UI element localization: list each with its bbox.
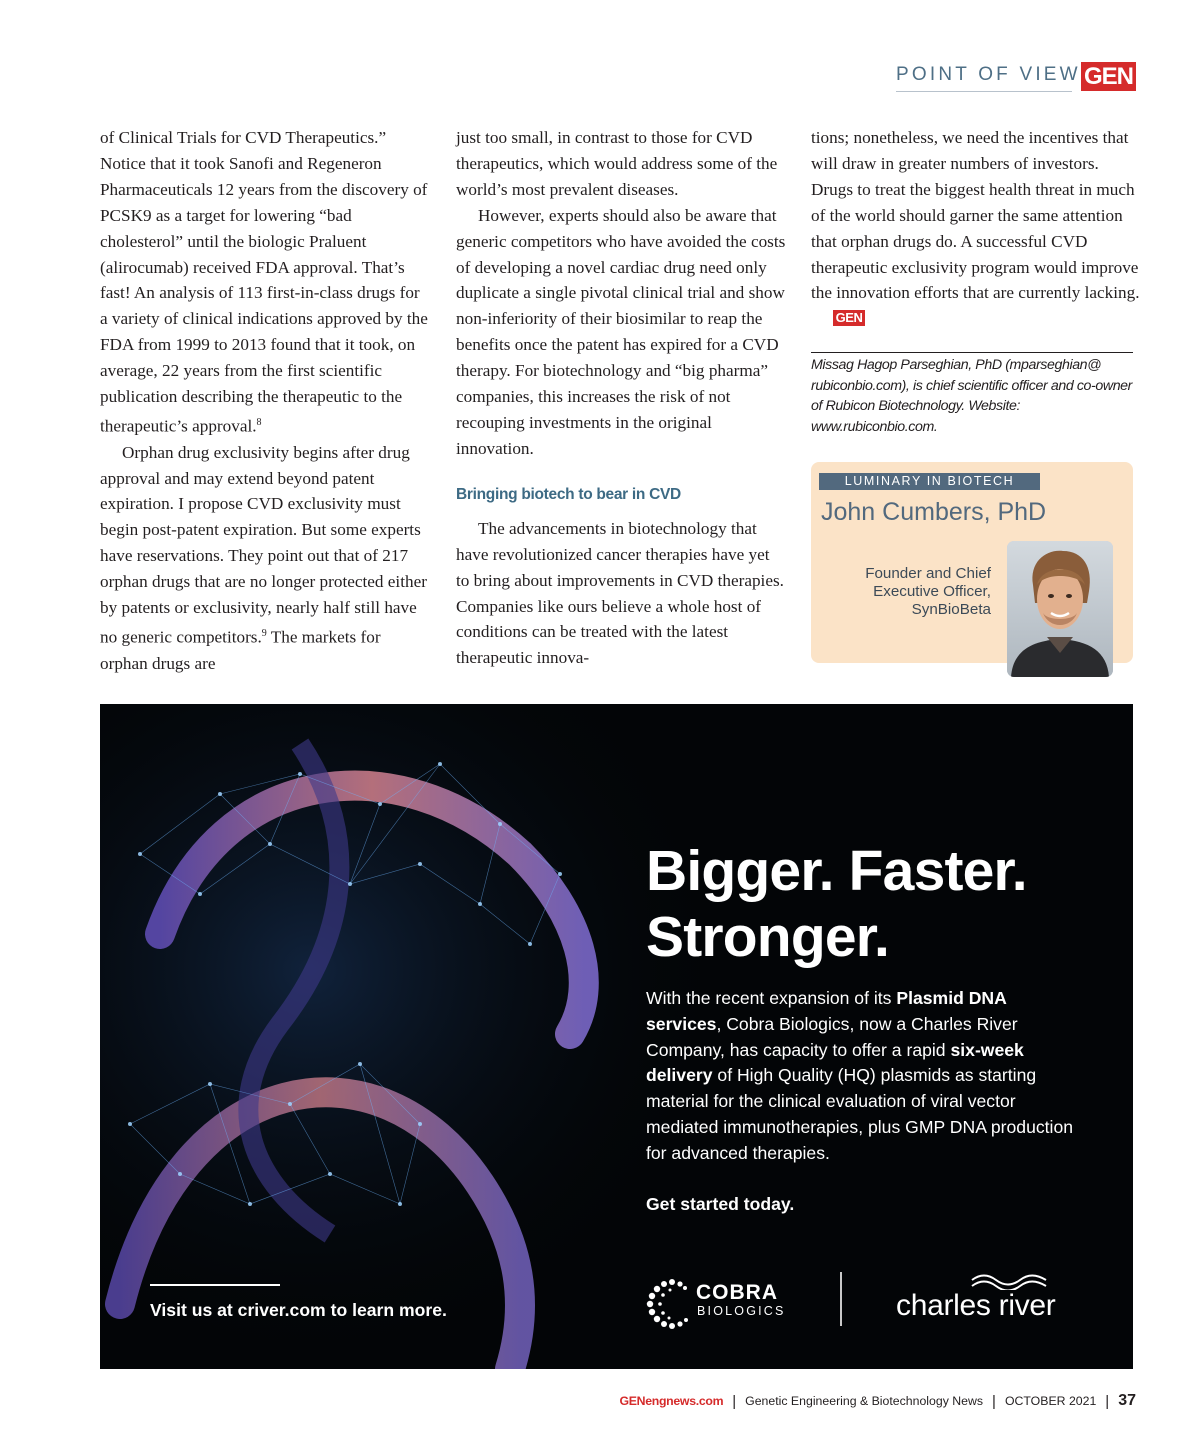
luminary-title: Founder and Chief Executive Officer, SynBioBeta	[865, 565, 991, 618]
footer-separator: |	[992, 1392, 996, 1410]
cobra-wordmark: COBRA	[696, 1281, 778, 1304]
luminary-portrait	[1007, 541, 1113, 677]
ad-visit-link[interactable]: Visit us at criver.com to learn more.	[150, 1300, 447, 1320]
footnote-ref[interactable]: 9	[261, 627, 267, 639]
article-column-2	[456, 125, 786, 671]
advertisement[interactable]	[100, 704, 1133, 1369]
gen-end-mark-icon: GEN	[833, 310, 865, 326]
footer-issue: OCTOBER 2021	[1004, 1394, 1097, 1408]
section-title: POINT OF VIEW	[896, 64, 1081, 85]
divider	[150, 1284, 280, 1286]
ad-body: With the recent expansion of its Plasmid DNA services, Cobra Biologics, now a Charles River Company, has capacity to offer a rapid six-week delivery of High Quality (HQ) plasmids as starting material for the clinical evaluation of viral vector mediated immunotherapies, plus GMP DNA production for advanced therapies.	[646, 988, 1074, 1163]
ad-cta[interactable]: Get started today.	[646, 1194, 795, 1214]
paragraph: The advancements in biotechnology that have revolutionized cancer therapies have yet to bring about improvements in CVD therapies. Companies like ours believe a whole host of conditions can be treated with the latest therapeutic innova-	[456, 518, 784, 668]
luminary-name: John Cumbers, PhD	[821, 498, 1047, 526]
section-header	[896, 62, 1081, 92]
paragraph: of Clinical Trials for CVD Therapeutics.” Notice that it took Sanofi and Regeneron Pharmaceuticals 12 years from the discovery of PCSK9 as a target for lowering “bad cholesterol” until the biologic Praluent (alirocumab) received FDA approval. That’s fast! An analysis of 113 first-in-class drugs for a variety of clinical indications approved by the FDA from 1999 to 2013 found that it took, on average, 22 years from the first scientific publication describing the therapeutic to the therapeutic’s approval.$^8$	[100, 128, 428, 436]
luminary-callout[interactable]	[811, 462, 1133, 663]
paragraph: tions; nonetheless, we need the incentives that will draw in greater numbers of investors. Drugs to treat the biggest health threat in much of the world should garner the same attention that orphan drugs do. A successful CVD therapeutic exclusivity program would improve the innovation efforts that are currently lacking.GEN	[811, 128, 1140, 326]
charles-river-wordmark: charles river	[896, 1289, 1056, 1322]
charles-river-logo	[896, 1272, 1096, 1332]
ad-headline: Bigger. Faster. Stronger.	[646, 839, 1027, 969]
luminary-tag: LUMINARY IN BIOTECH	[819, 473, 1040, 490]
page-footer	[619, 1390, 1136, 1412]
footer-publication: Genetic Engineering & Biotechnology News	[745, 1394, 984, 1408]
subheading: Bringing biotech to bear in CVD	[456, 485, 681, 503]
article-column-3	[811, 125, 1141, 332]
cobra-biologics-logo	[646, 1274, 806, 1330]
cobra-ring-icon	[646, 1274, 692, 1330]
cobra-subtitle: BIOLOGICS	[697, 1304, 786, 1318]
footer-separator: |	[1105, 1392, 1110, 1410]
portrait-image	[1007, 541, 1113, 677]
footer-site-link[interactable]: GENengnews.com	[619, 1394, 724, 1408]
author-bio: Missag Hagop Parseghian, PhD (mparseghian@ rubiconbio.com), is chief scientific officer and co-owner of Rubicon Biotechnology. Website: www.rubiconbio.com.	[811, 352, 1133, 437]
logo-divider	[840, 1272, 842, 1326]
article-column-1	[100, 125, 430, 677]
paragraph: However, experts should also be aware that generic competitors who have avoided the costs of developing a novel cardiac drug need only duplicate a single pivotal clinical trial and show non-inferiority of their biosimilar to reap the benefits once the patent has expired for a CVD therapy. For biotechnology and “big pharma” companies, this increases the risk of not recouping investments in the original innovation.	[456, 205, 786, 458]
paragraph: just too small, in contrast to those for CVD therapeutics, which would address some of the world’s most prevalent diseases.	[456, 128, 778, 199]
page-number: 37	[1118, 1392, 1136, 1409]
gen-logo: GEN	[1081, 62, 1136, 91]
paragraph: Orphan drug exclusivity begins after drug approval and may extend beyond patent expiration. I propose CVD exclusivity must begin post-patent expiration. But some experts have reservations. They point out that of 217 orphan drugs that are no longer protected either by patents or exclusivity, nearly half still have no generic competitors.$^9$ The markets for orphan drugs are	[100, 442, 427, 673]
footnote-ref[interactable]: 8	[256, 416, 262, 428]
footer-separator: |	[732, 1392, 737, 1410]
